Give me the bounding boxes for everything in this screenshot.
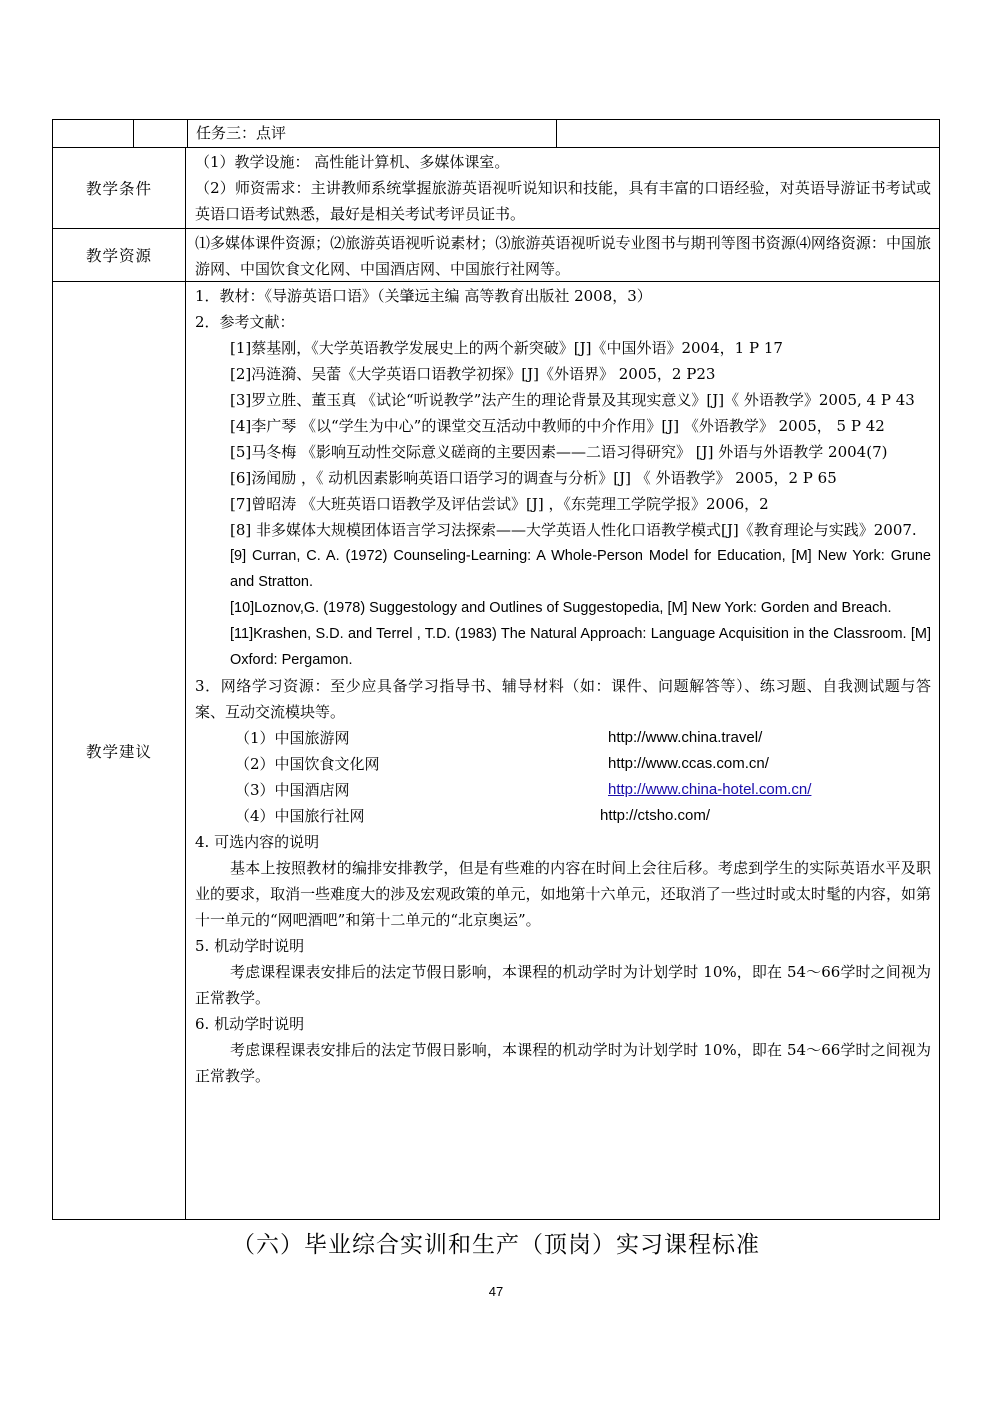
flex-hours-text: 考虑课程课表安排后的法定节假日影响，本课程的机动学时为计划学时 10%，即在 54～66学时之间视为正常教学。 [195,963,931,1007]
course-standard-table [52,119,940,1220]
reference-item: [1]蔡基刚，《大学英语教学发展史上的两个新突破》[J]《中国外语》2004，1 P 17 [230,339,783,357]
flex-hours-heading: 6. 机动学时说明 [195,1015,305,1033]
optional-text: 基本上按照教材的编排安排教学，但是有些难的内容在时间上会往后移。考虑到学生的实际英语水平及职业的要求，取消一些难度大的涉及宏观政策的单元，如地第十六单元，还取消了一些过时或太时髦的内容，如第十一单元的“网吧酒吧”和第十二单元的“北京奥运”。 [195,859,931,929]
conditions-label: 教学条件 [53,148,186,228]
website-name: （2）中国饮食文化网 [235,755,380,773]
table-cell [53,120,134,147]
flex-hours-heading: 5. 机动学时说明 [195,937,305,955]
suggestions-content [186,282,939,1219]
resources-content: ⑴多媒体课件资源；⑵旅游英语视听说素材；⑶旅游英语视听说专业图书与期刊等图书资源⑷网络资源：中国旅游网、中国饮食文化网、中国酒店网、中国旅行社网等。 [195,234,931,278]
website-url: http://www.china.travel/ [608,729,763,746]
references-heading: 2．参考文献： [195,313,295,331]
reference-item: [5]马冬梅 《影响互动性交际意义磋商的主要因素——二语习得研究》 [J] 外语与外语教学 2004(7) [230,443,888,461]
table-row [53,281,939,1219]
website-name: （3）中国酒店网 [235,781,350,799]
flex-hours-text: 考虑课程课表安排后的法定节假日影响，本课程的机动学时为计划学时 10%，即在 54～66学时之间视为正常教学。 [195,1041,931,1085]
website-name: （1）中国旅游网 [235,729,350,747]
suggestions-label: 教学建议 [53,282,186,1219]
table-row [53,147,939,228]
online-resources-heading: 3．网络学习资源：至少应具备学习指导书、辅导材料（如：课件、问题解答等）、练习题、自我测试题与答案、互动交流模块等。 [195,677,931,721]
table-cell [134,120,188,147]
website-item [195,751,931,777]
table-row [53,228,939,281]
resources-label: 教学资源 [53,229,186,281]
reference-item: [7]曾昭涛 《大班英语口语教学及评估尝试》[J] ，《东莞理工学院学报》2006，2 [230,495,769,513]
website-name: （4）中国旅行社网 [235,807,365,825]
conditions-content [186,148,939,228]
reference-item: [11]Krashen, S.D. and Terrel , T.D. (1983) The Natural Approach: Language Acquisition in the Classroom. [M] Oxford: Pergamon. [230,626,931,668]
reference-item: [2]冯涟漪、吴蕾《大学英语口语教学初探》[J]《外语界》 2005，2 P23 [230,365,716,383]
page-number: 47 [488,1284,504,1299]
reference-item: [6]汤闻励 ，《 动机因素影响英语口语学习的调查与分析》[J] 《 外语教学》 2005，2 P 65 [230,469,837,487]
reference-item: [4]李广琴 《以“学生为中心”的课堂交互活动中教师的中介作用》[J] 《外语教学》 2005， 5 P 42 [230,417,885,435]
reference-item: [9] Curran, C. A. (1972) Counseling-Learning: A Whole-Person Model for Education, [M] New York: Grune and Stratton. [230,548,931,590]
website-item [195,777,931,803]
website-link[interactable]: http://www.china-hotel.com.cn/ [608,781,812,798]
website-item [195,725,931,751]
textbook-line: 1．教材：《导游英语口语》（关肇远主编 高等教育出版社 2008，3） [195,287,652,305]
conditions-line: （2）师资需求：主讲教师系统掌握旅游英语视听说知识和技能，具有丰富的口语经验，对英语导游证书考试或英语口语考试熟悉，最好是相关考试考评员证书。 [195,179,931,223]
task-cell: 任务三：点评 [188,120,557,147]
website-url: http://ctsho.com/ [600,807,711,824]
reference-item: [3]罗立胜、董玉真 《试论“听说教学”法产生的理论背景及其现实意义》[J]《 外语教学》2005, 4 P 43 [230,391,915,409]
website-item [195,803,931,829]
table-row [53,120,939,147]
table-cell [557,120,939,147]
reference-item: [8] 非多媒体大规模团体语言学习法探索——大学英语人性化口语教学模式[J]《教育理论与实践》2007. [230,521,917,539]
website-url: http://www.ccas.com.cn/ [608,755,769,772]
conditions-line: （1）教学设施： 高性能计算机、多媒体课室。 [195,153,510,171]
section-title: （六）毕业综合实训和生产（顶岗）实习课程标准 [232,1232,760,1258]
optional-heading: 4. 可选内容的说明 [195,833,320,851]
reference-item: [10]Loznov,G. (1978) Suggestology and Outlines of Suggestopedia, [M] New York: Gorden and Breach. [230,600,892,616]
